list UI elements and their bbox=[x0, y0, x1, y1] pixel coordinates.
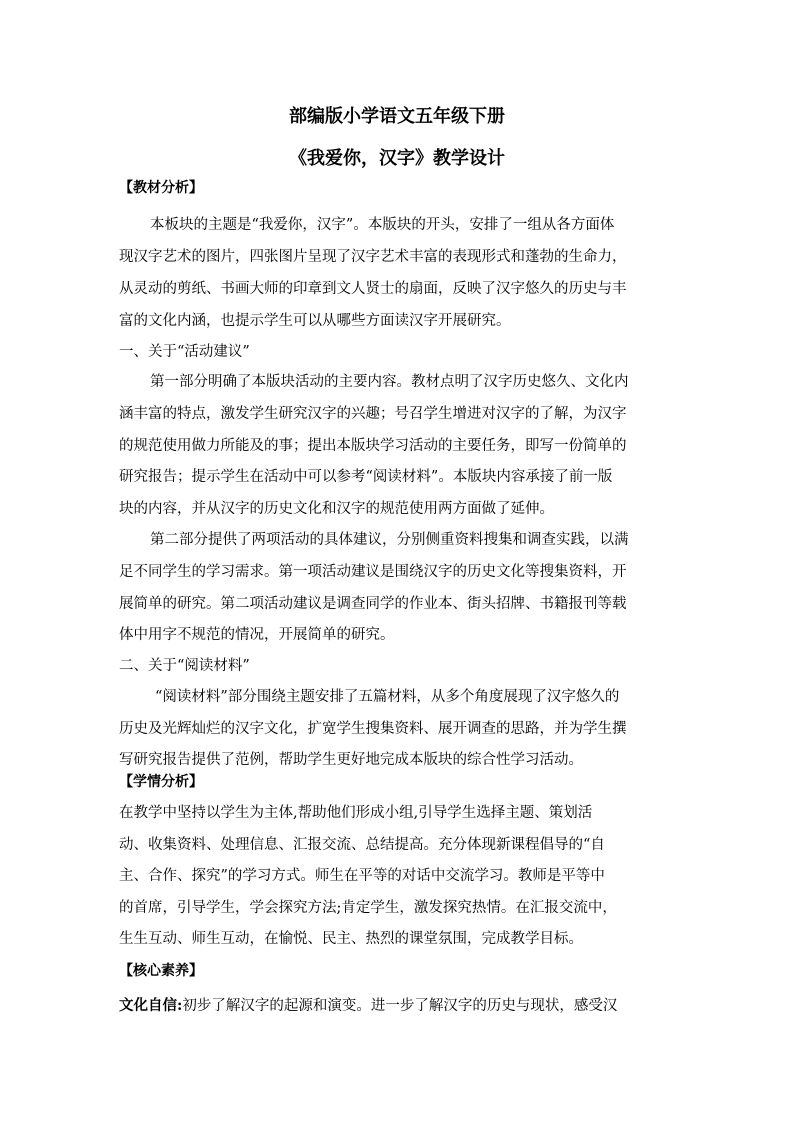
paragraph-line: 的首席，引导学生，学会探究方法;肯定学生，激发探究热情。在汇报交流中， bbox=[119, 900, 617, 916]
paragraph-line: 第一部分明确了本版块活动的主要内容。教材点明了汉字历史悠久、文化内 bbox=[150, 374, 629, 390]
document-title: 部编版小学语文五年级下册 bbox=[289, 106, 505, 127]
paragraph-line: 本板块的主题是“我爱你，汉字”。本版块的开头，安排了一组从各方面体 bbox=[150, 217, 615, 233]
paragraph-line: 富的文化内涵，也提示学生可以从哪些方面读汉字开展研究。 bbox=[119, 313, 511, 329]
paragraph-line: 展简单的研究。第二项活动建议是调查同学的作业本、街头招牌、书籍报刊等载 bbox=[119, 596, 627, 612]
document-subtitle: 《我爱你，汉字》教学设计 bbox=[289, 148, 505, 169]
paragraph-line: 现汉字艺术的图片，四张图片呈现了汉字艺术丰富的表现形式和蓬勃的生命力， bbox=[119, 249, 627, 265]
paragraph-line: 主、合作、探究”的学习方式。师生在平等的对话中交流学习。教师是平等中 bbox=[119, 868, 605, 884]
paragraph-line: 第二部分提供了两项活动的具体建议，分别侧重资料搜集和调查实践，以满 bbox=[150, 532, 629, 548]
paragraph-line: “阅读材料”部分围绕主题安排了五篇材料，从多个角度展现了汉字悠久的 bbox=[155, 689, 620, 705]
paragraph-line: 生生互动、师生互动，在愉悦、民主、热烈的课堂氛围，完成教学目标。 bbox=[119, 931, 583, 947]
paragraph-line: 体中用字不规范的情况，开展简单的研究。 bbox=[119, 627, 395, 643]
paragraph-line: 研究报告；提示学生在活动中可以参考“阅读材料”。本版块内容承接了前一版 bbox=[119, 469, 613, 485]
paragraph-line: 动、收集资料、处理信息、汇报交流、总结提高。充分体现新课程倡导的“自 bbox=[119, 837, 605, 853]
paragraph-line: 的规范使用做力所能及的事；提出本版块学习活动的主要任务，即写一份简单的 bbox=[119, 438, 627, 454]
paragraph-line: 块的内容，并从汉字的历史文化和汉字的规范使用两方面做了延伸。 bbox=[119, 501, 554, 517]
section-heading-textbook-analysis: 【教材分析】 bbox=[119, 180, 203, 196]
section-heading-core-literacy: 【核心素养】 bbox=[119, 963, 203, 979]
paragraph-line: 涵丰富的特点，激发学生研究汉字的兴趣；号召学生增进对汉字的了解，为汉字 bbox=[119, 406, 627, 422]
core-literacy-line bbox=[119, 996, 617, 1016]
paragraph-line: 从灵动的剪纸、书画大师的印章到文人贤士的扇面，反映了汉字悠久的历史与丰 bbox=[119, 281, 627, 297]
core-literacy-text: 初步了解汉字的起源和演变。进一步了解汉字的历史与现状，感受汉 bbox=[182, 998, 618, 1014]
paragraph-line: 足不同学生的学习需求。第一项活动建议是围绕汉字的历史文化等搜集资料，开 bbox=[119, 564, 627, 580]
core-literacy-label: 文化自信: bbox=[119, 997, 183, 1014]
subsection-heading-reading-materials: 二、关于“阅读材料” bbox=[119, 658, 250, 674]
paragraph-line: 历史及光辉灿烂的汉字文化，扩宽学生搜集资料、展开调查的思路，并为学生撰 bbox=[119, 721, 627, 737]
section-heading-student-analysis: 【学情分析】 bbox=[119, 774, 203, 790]
paragraph-line: 写研究报告提供了范例，帮助学生更好地完成本版块的综合性学习活动。 bbox=[119, 752, 583, 768]
paragraph-line: 在教学中坚持以学生为主体,帮助他们形成小组,引导学生选择主题、策划活 bbox=[119, 805, 593, 821]
subsection-heading-activity-suggestions: 一、关于“活动建议” bbox=[119, 344, 250, 360]
